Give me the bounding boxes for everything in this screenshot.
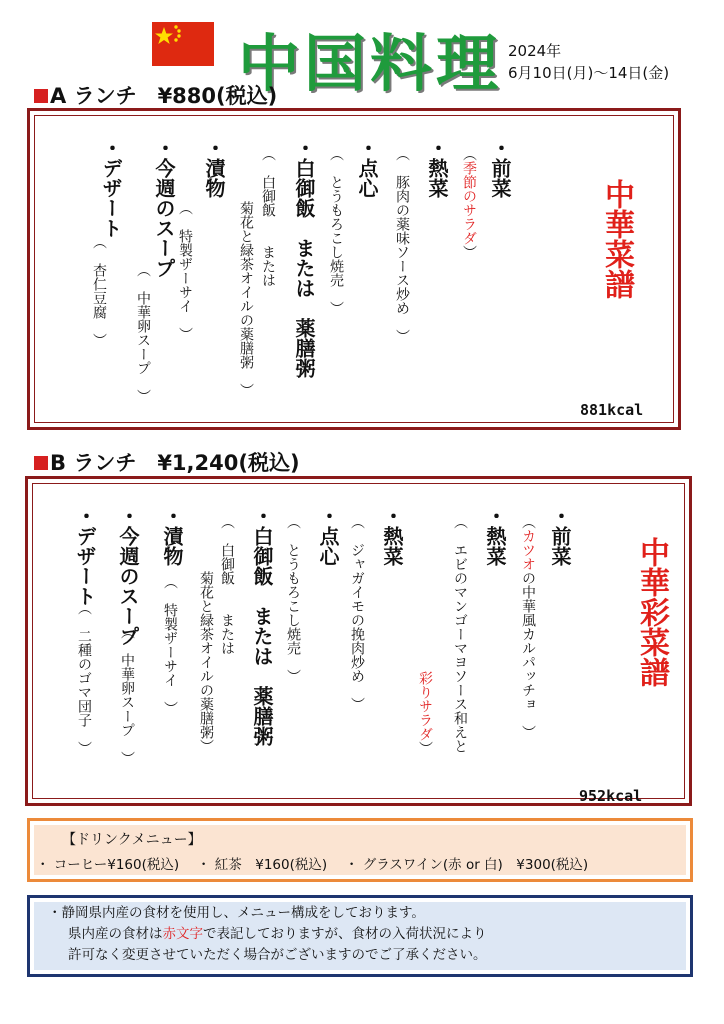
notice-line-2: 県内産の食材は赤文字で表記しておりますが、食材の入荷状況により: [68, 926, 487, 942]
lunch-b-menu-box: [25, 476, 692, 806]
lunch-a-heading: [34, 80, 277, 110]
lunch-a-item-soup: ・今週のスープ: [152, 138, 176, 278]
lunch-a-rice-detail-2: 菊花と緑茶オイルの薬膳粥 ）: [238, 201, 254, 397]
lunch-b-item-dimsum: ・点心: [316, 506, 340, 566]
menu-date-range: 6月10日(月)～14日(金): [508, 64, 670, 82]
lunch-a-hot-dish-detail: （ 豚肉の薬味ソース炒め ）: [394, 147, 410, 343]
page-title: 中国料理: [238, 27, 503, 100]
lunch-b-item-pickles: ・漬物: [160, 506, 184, 566]
lunch-b-hot-dish-1-detail-1: （ エビのマンゴーマヨソース和えと: [452, 515, 468, 753]
lunch-b-kcal: 952kcal: [579, 787, 643, 805]
lunch-b-item-soup: ・今週のスープ: [116, 506, 140, 646]
lunch-b-appetizer-detail: （カツオの中華風カルパッチョ ）: [520, 515, 536, 739]
lunch-b-rice-detail-1: （ 白御飯 または: [219, 515, 235, 655]
drink-menu-heading: 【ドリンクメニュー】: [62, 832, 202, 848]
lunch-b-dessert-detail: （ 二種のゴマ団子 ）: [76, 601, 92, 755]
drink-menu-items: ・ コーヒー¥160(税込) ・ 紅茶 ¥160(税込) ・ グラスワイン(赤 or 白) ¥300(税込): [36, 857, 589, 873]
lunch-b-hot-dish-2-detail: （ ジャガイモの挽肉炒め ）: [349, 515, 365, 711]
lunch-a-item-dessert: ・デザート: [99, 138, 123, 238]
lunch-b-heading-text: B ランチ ¥1,240(税込): [50, 451, 300, 475]
lunch-a-kcal: 881kcal: [580, 401, 644, 419]
lunch-b-item-hot-dish-1: ・熱菜: [483, 506, 507, 566]
lunch-a-item-pickles: ・漬物: [202, 138, 226, 198]
lunch-b-item-dessert: ・デザート: [73, 506, 97, 606]
lunch-b-item-hot-dish-2: ・熱菜: [380, 506, 404, 566]
lunch-a-heading-text: A ランチ ¥880(税込): [50, 84, 278, 108]
lunch-b-dimsum-detail: （ とうもろこし焼売 ）: [285, 515, 301, 683]
notice-line-1: ・静岡県内産の食材を使用し、メニュー構成をしております。: [48, 905, 425, 921]
lunch-a-menu-box: [27, 108, 681, 430]
lunch-b-heading: [34, 447, 300, 477]
lunch-b-rice-detail-2: 菊花と緑茶オイルの薬膳粥）: [198, 571, 214, 753]
lunch-a-dimsum-detail: （ とうもろこし焼売 ）: [328, 147, 344, 315]
notice-box: [27, 895, 693, 977]
lunch-b-soup-detail: （ 中華卵スープ ）: [119, 625, 135, 765]
lunch-b-pickles-detail: （ 特製ザーサイ ）: [162, 575, 178, 715]
lunch-b-hot-dish-1-detail-2: 彩りサラダ）: [417, 671, 433, 755]
drink-menu-box: [27, 818, 693, 882]
lunch-a-item-rice: ・白御飯 または 薬膳粥: [292, 138, 316, 378]
red-square-icon: [34, 89, 48, 103]
red-square-icon: [34, 456, 48, 470]
lunch-a-rice-detail-1: （ 白御飯 または: [260, 147, 276, 287]
lunch-a-soup-detail: （ 中華卵スープ ）: [135, 263, 151, 403]
lunch-b-brand: 中華彩菜譜: [634, 537, 669, 687]
lunch-a-pickles-detail: （ 特製ザーサイ ）: [177, 201, 193, 341]
lunch-a-appetizer-detail: （季節のサラダ）: [461, 147, 477, 259]
menu-year: 2024年: [508, 42, 562, 60]
lunch-a-dessert-detail: （ 杏仁豆腐 ）: [91, 235, 107, 347]
china-flag-icon: [152, 22, 214, 66]
lunch-a-item-appetizer: ・前菜: [488, 138, 512, 198]
lunch-b-item-rice: ・白御飯 または 薬膳粥: [250, 506, 274, 746]
notice-line-3: 許可なく変更させていただく場合がございますのでご了承ください。: [68, 947, 487, 963]
lunch-a-item-dimsum: ・点心: [355, 138, 379, 198]
lunch-b-item-appetizer: ・前菜: [548, 506, 572, 566]
lunch-a-brand: 中華菜譜: [599, 179, 634, 299]
lunch-a-item-hot-dish: ・熱菜: [425, 138, 449, 198]
